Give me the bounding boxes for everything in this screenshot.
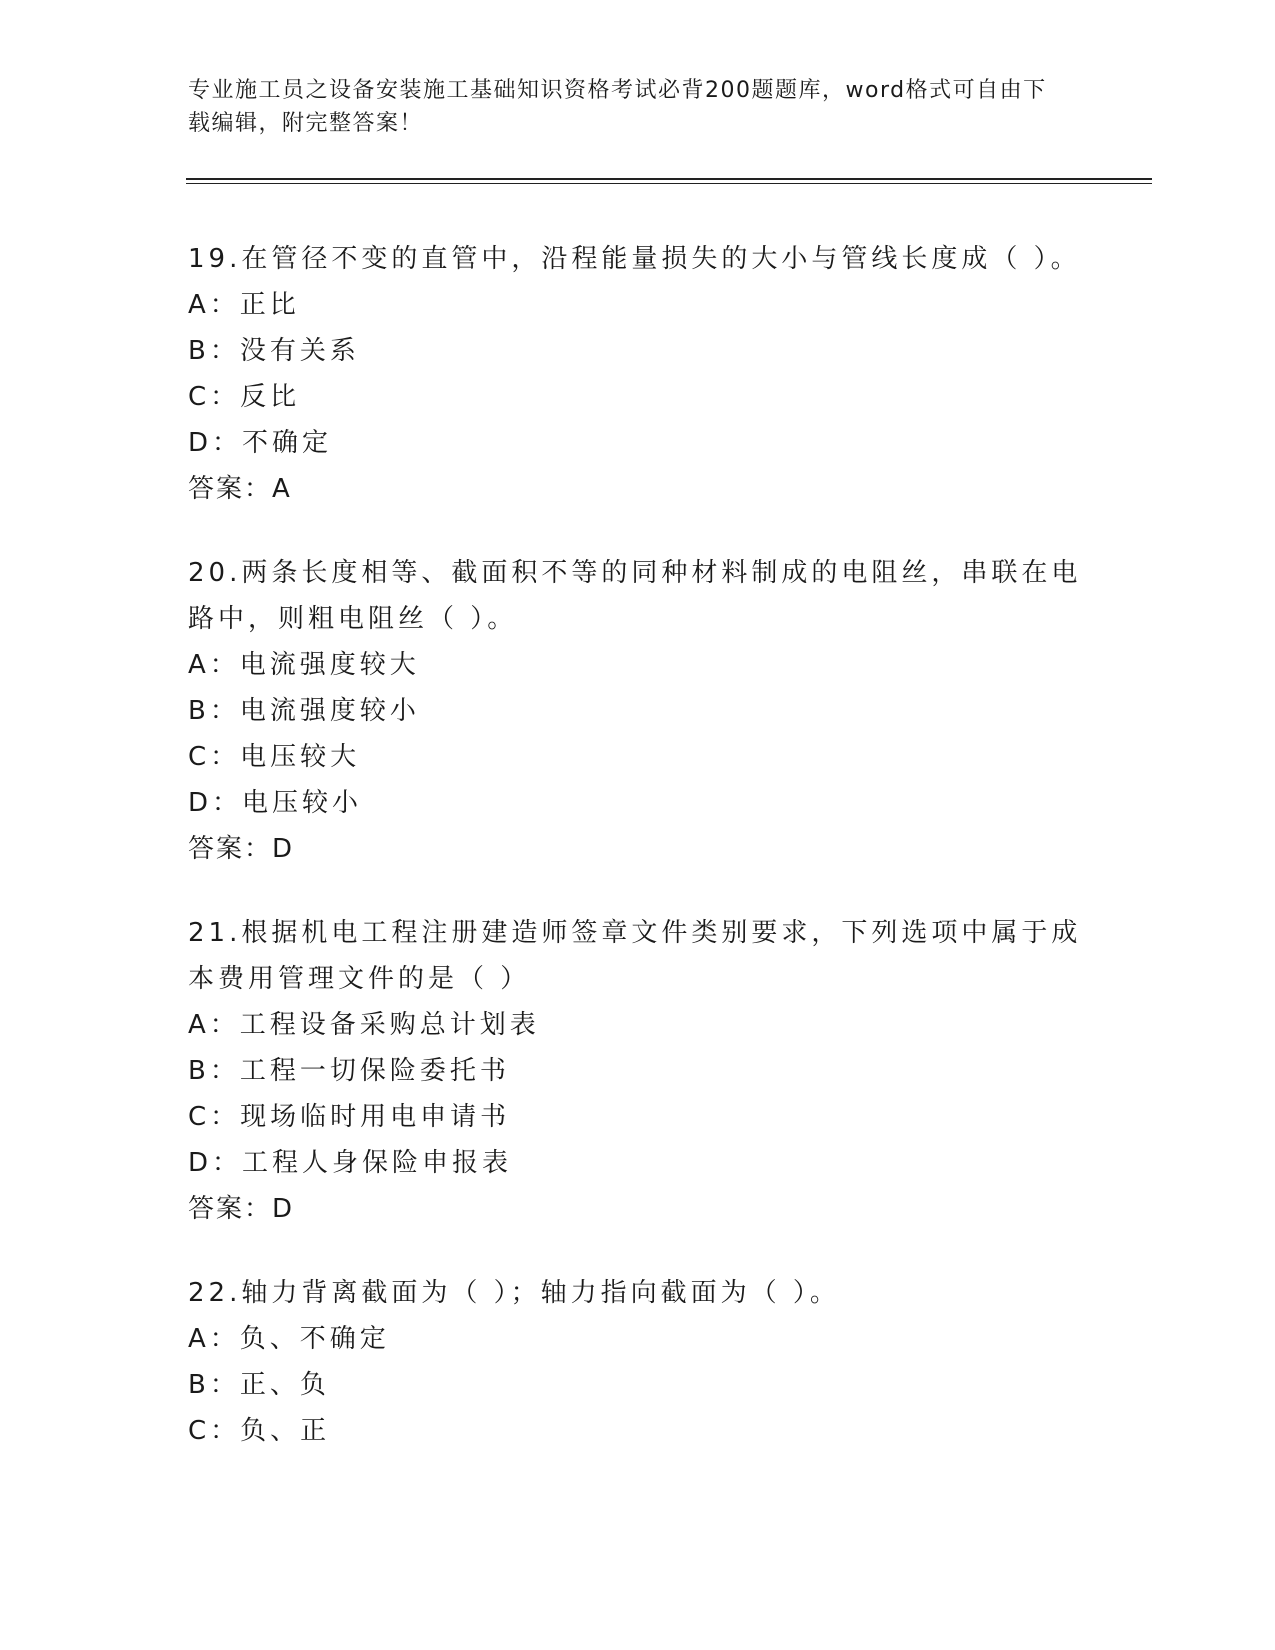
option-d: D：电压较小 xyxy=(188,788,363,818)
header-divider-thick xyxy=(186,178,1152,180)
option-a: A：负、不确定 xyxy=(188,1324,390,1354)
option-d: D：工程人身保险申报表 xyxy=(188,1148,513,1178)
option-c: C：现场临时用电申请书 xyxy=(188,1102,511,1132)
question-20 xyxy=(188,550,1088,872)
question-21 xyxy=(188,910,1088,1232)
question-stem: 22.轴力背离截面为（ ）；轴力指向截面为（ ）。 xyxy=(188,1278,840,1308)
answer-line: 答案：A xyxy=(188,474,292,504)
question-19 xyxy=(188,236,1088,512)
header-text: 专业施工员之设备安装施工基础知识资格考试必背200题题库，word格式可自由下载编辑，附完整答案！ xyxy=(188,78,1047,136)
answer-line: 答案：D xyxy=(188,1194,295,1224)
option-d: D：不确定 xyxy=(188,428,333,458)
question-22 xyxy=(188,1270,1088,1454)
answer-line: 答案：D xyxy=(188,834,295,864)
option-a: A：工程设备采购总计划表 xyxy=(188,1010,540,1040)
question-list xyxy=(188,236,1088,1492)
option-b: B：工程一切保险委托书 xyxy=(188,1056,510,1086)
option-a: A：正比 xyxy=(188,290,300,320)
option-c: C：负、正 xyxy=(188,1416,331,1446)
header-divider-thin xyxy=(186,183,1152,184)
question-stem: 20.两条长度相等、截面积不等的同种材料制成的电阻丝，串联在电路中，则粗电阻丝（ ）。 xyxy=(188,558,1082,634)
document-header xyxy=(188,74,1068,140)
option-c: C：反比 xyxy=(188,382,301,412)
option-b: B：没有关系 xyxy=(188,336,360,366)
option-c: C：电压较大 xyxy=(188,742,361,772)
option-b: B：电流强度较小 xyxy=(188,696,420,726)
option-a: A：电流强度较大 xyxy=(188,650,420,680)
option-b: B：正、负 xyxy=(188,1370,330,1400)
question-stem: 21.根据机电工程注册建造师签章文件类别要求，下列选项中属于成本费用管理文件的是（ ） xyxy=(188,918,1082,994)
question-stem: 19.在管径不变的直管中，沿程能量损失的大小与管线长度成（ ）。 xyxy=(188,244,1081,274)
